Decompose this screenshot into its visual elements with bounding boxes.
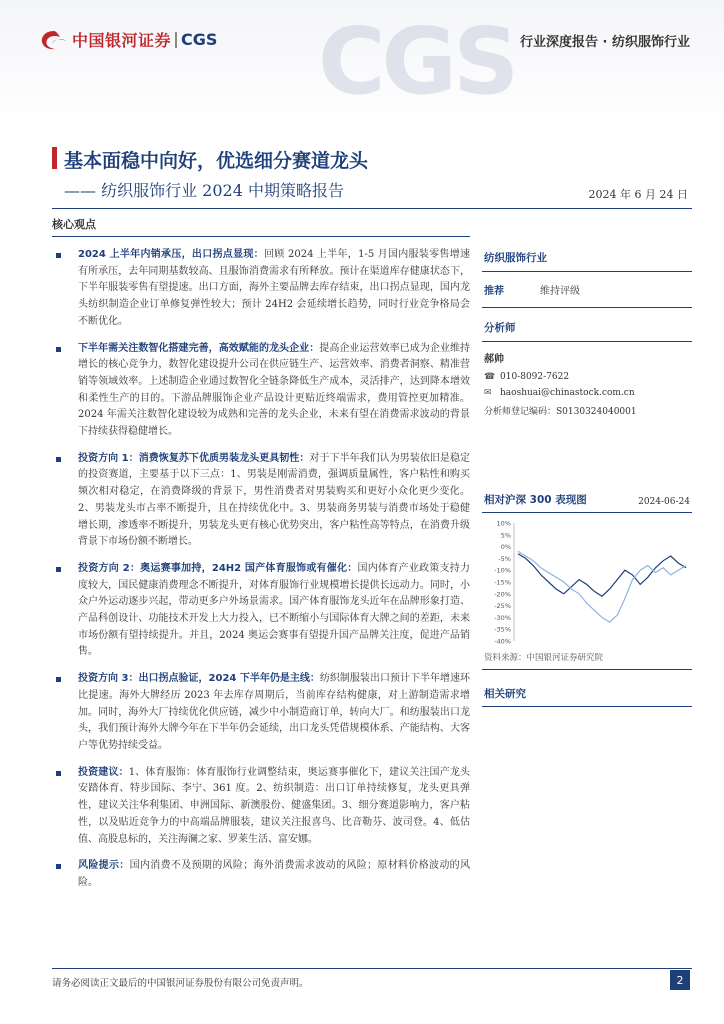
- core-paragraph-3: [52, 451, 470, 551]
- paragraph-text: 国内消费不及预期的风险；海外消费需求波动的风险；原材料价格波动的风险。: [78, 860, 471, 888]
- chart-title: 相对沪深 300 表现图: [484, 494, 587, 506]
- paragraph-text: 提高企业运营效率已成为企业维持增长的核心竞争力，数智化建设提升公司在供应链生产、运营效率、消费者洞察、精准营销等领域效率。上述制造企业通过数智化全链条降低生产成本，灵活排产，达到降本增效和柔性生产的目的。下游品牌服饰企业产品设计更贴近终端需求，费用管控更加精准。2024 年需关注数智化建设较为成熟和完善的龙头企业，未来有望在消费需求波动的背景下持续获得稳健增长。: [78, 342, 471, 438]
- y-tick-label: -15%: [494, 578, 511, 587]
- core-paragraph-6: [52, 765, 470, 849]
- paragraph-text: 对于下半年我们认为男装依旧是稳定的投资赛道，主要基于以下三点：1、男装是刚需消费，强调质量属性，客户粘性和购买频次相对稳定，在消费降级的背景下，男性消费者对男装购买和更好小众化更少变化。2、男装龙头市占率不断提升，且在持续优化中。3、男装商务男装与消费市场处于稳健增长期，渗透率不断提升，男装龙头更有核心优势突出，客户粘性高等特点，在消费升级背景下市场份额不断增长。: [78, 452, 471, 548]
- sidebar-rating: [482, 272, 692, 308]
- y-tick-label: -10%: [494, 566, 511, 575]
- paragraph-lead: 投资方向 2：奥运赛事加持，24H2 国产体育服饰或有催化：: [78, 562, 358, 574]
- title-accent-bar: [52, 147, 57, 169]
- report-type: 行业深度报告 · 纺织服饰行业: [520, 35, 690, 50]
- y-tick-label: -25%: [494, 602, 511, 611]
- title-divider: [52, 208, 692, 209]
- company-logo: [40, 28, 217, 51]
- paragraph-text: 回顾 2024 上半年，1-5 月国内服装零售增速有所承压，去年同期基数较高、且服饰消费需求有所释放。预计在渠道库存健康状态下，下半年服装零售有望提速。出口方面，海外主要品牌去库存结束，出口拐点显现，国内龙头纺织制造企业订单修复弹性较大；预计 24H2 会延续增长趋势，同时行业竞争格局会不断优化。: [78, 249, 470, 327]
- footer-disclaimer: 请务必阅读正文最后的中国银河证券股份有限公司免责声明。: [52, 978, 309, 989]
- email-link[interactable]: haoshuai@chinastock.com.cn: [500, 388, 635, 398]
- bullet-icon: [56, 864, 61, 869]
- paragraph-lead: 投资方向 1：消费恢复苏下优质男装龙头更具韧性：: [78, 452, 310, 464]
- paragraph-lead: 风险提示：: [78, 860, 130, 872]
- page-number: 2: [670, 970, 690, 990]
- y-tick-label: -5%: [498, 554, 511, 563]
- y-tick-label: -35%: [494, 625, 511, 634]
- y-tick-label: 5%: [500, 531, 511, 540]
- chart-header: [482, 492, 692, 513]
- bullet-icon: [56, 253, 61, 258]
- cert-text: 分析师登记编码：S0130324040001: [484, 407, 637, 417]
- email-icon: ✉: [484, 388, 492, 398]
- page-subtitle: —— 纺织服饰行业 2024 中期策略报告: [64, 181, 344, 200]
- analyst-name: 郝帅: [484, 354, 504, 365]
- logo-separator: [175, 32, 177, 48]
- paragraph-lead: 投资建议：: [78, 766, 129, 778]
- core-divider: [52, 236, 470, 237]
- analyst-cert: [482, 401, 692, 420]
- cgs-watermark: CGS: [318, 8, 516, 115]
- core-paragraph-4: [52, 561, 470, 661]
- core-views-label: 核心观点: [52, 218, 96, 231]
- y-tick-label: -30%: [494, 613, 511, 622]
- core-paragraph-1: [52, 247, 470, 331]
- rating-value: 维持评级: [540, 286, 580, 297]
- report-date: 2024 年 6 月 24 日: [588, 188, 688, 201]
- paragraph-lead: 投资方向 3：出口拐点验证，2024 下半年仍是主线：: [78, 673, 320, 685]
- phone-icon: ☎: [484, 372, 496, 382]
- footer-divider: [52, 968, 692, 969]
- series-line-2: [518, 551, 686, 622]
- bullet-icon: [56, 347, 61, 352]
- performance-chart: [482, 517, 692, 647]
- paragraph-text: 国内体育产业政策支持力度较大，国民健康消费理念不断提升，对体育服饰行业规模增长提供长远动力。同时，小众户外运动逐步兴起，带动更多户外场景需求。国产体育服饰龙头近年在品牌形象打造、产品科创设计、功能技术开发上大力投入，已不断缩小与国际体育大牌之间的差距，未来市场份额有望持续提升。并且，2024 奥运会赛事有望提升国产品牌关注度，促进产品销售。: [78, 562, 470, 658]
- paragraph-lead: 下半年需关注数智化搭建完善，高效赋能的龙头企业：: [78, 342, 320, 354]
- y-tick-label: 0%: [500, 543, 511, 552]
- analyst-label: 分析师: [482, 308, 692, 342]
- paragraph-lead: 2024 上半年内销承压，出口拐点显现：: [78, 249, 264, 260]
- related-research-label: 相关研究: [482, 670, 692, 707]
- y-tick-label: -20%: [494, 590, 511, 599]
- phone-text: 010-8092-7622: [500, 372, 570, 382]
- analyst-phone: [482, 369, 692, 385]
- bullet-icon: [56, 457, 61, 462]
- bullet-icon: [56, 771, 61, 776]
- page-title: 基本面稳中向好，优选细分赛道龙头: [64, 150, 369, 172]
- core-paragraph-5: [52, 671, 470, 755]
- logo-en: CGS: [181, 30, 218, 49]
- bullet-icon: [56, 567, 61, 572]
- y-tick-label: 10%: [496, 519, 511, 528]
- core-paragraph-2: [52, 341, 470, 441]
- chart-date: 2024-06-24: [638, 497, 690, 507]
- sidebar: [482, 244, 692, 707]
- performance-chart-svg: [482, 517, 692, 647]
- y-tick-label: -40%: [494, 637, 511, 646]
- sidebar-industry: 纺织服饰行业: [482, 244, 692, 272]
- chart-source: 资料来源：中国银河证券研究院: [482, 647, 692, 670]
- core-views: [52, 247, 470, 902]
- logo-text: 中国银河证券: [72, 31, 172, 50]
- core-paragraph-7: [52, 858, 470, 891]
- bullet-icon: [56, 677, 61, 682]
- series-line-1: [518, 554, 686, 597]
- analyst-email: [482, 385, 692, 401]
- logo-mark-icon: [40, 29, 68, 51]
- rating-key: 推荐: [484, 286, 504, 297]
- paragraph-text: 1、体育服饰：体育服饰行业调整结束，奥运赛事催化下，建议关注国产龙头安踏体育、特步国际、李宁、361 度。2、纺织制造：出口订单持续修复，龙头更具弹性，建议关注华利集团、申洲国际、新澳股份、健盛集团。3、细分赛道影响力，客户粘性，以及贴近竞争力的中高端品牌服装，建议关注报喜鸟、比音勒芬、波司登。4、低估值、高股息标的，关注海澜之家、罗莱生活、富安娜。: [78, 766, 470, 845]
- paragraph-text: 纺织制服装出口预计下半年增速环比提速。海外大牌经历 2023 年去库存周期后，当前库存结构健康，对上游制造需求增加。同时，海外大厂持续优化供应链，减少中小制造商订单，转向大厂。和纺服装出口龙头，我们预计海外大牌今年在下半年仍会延续，出口龙头凭借规模体系、产能结构、大客户等优势持续受益。: [78, 673, 470, 751]
